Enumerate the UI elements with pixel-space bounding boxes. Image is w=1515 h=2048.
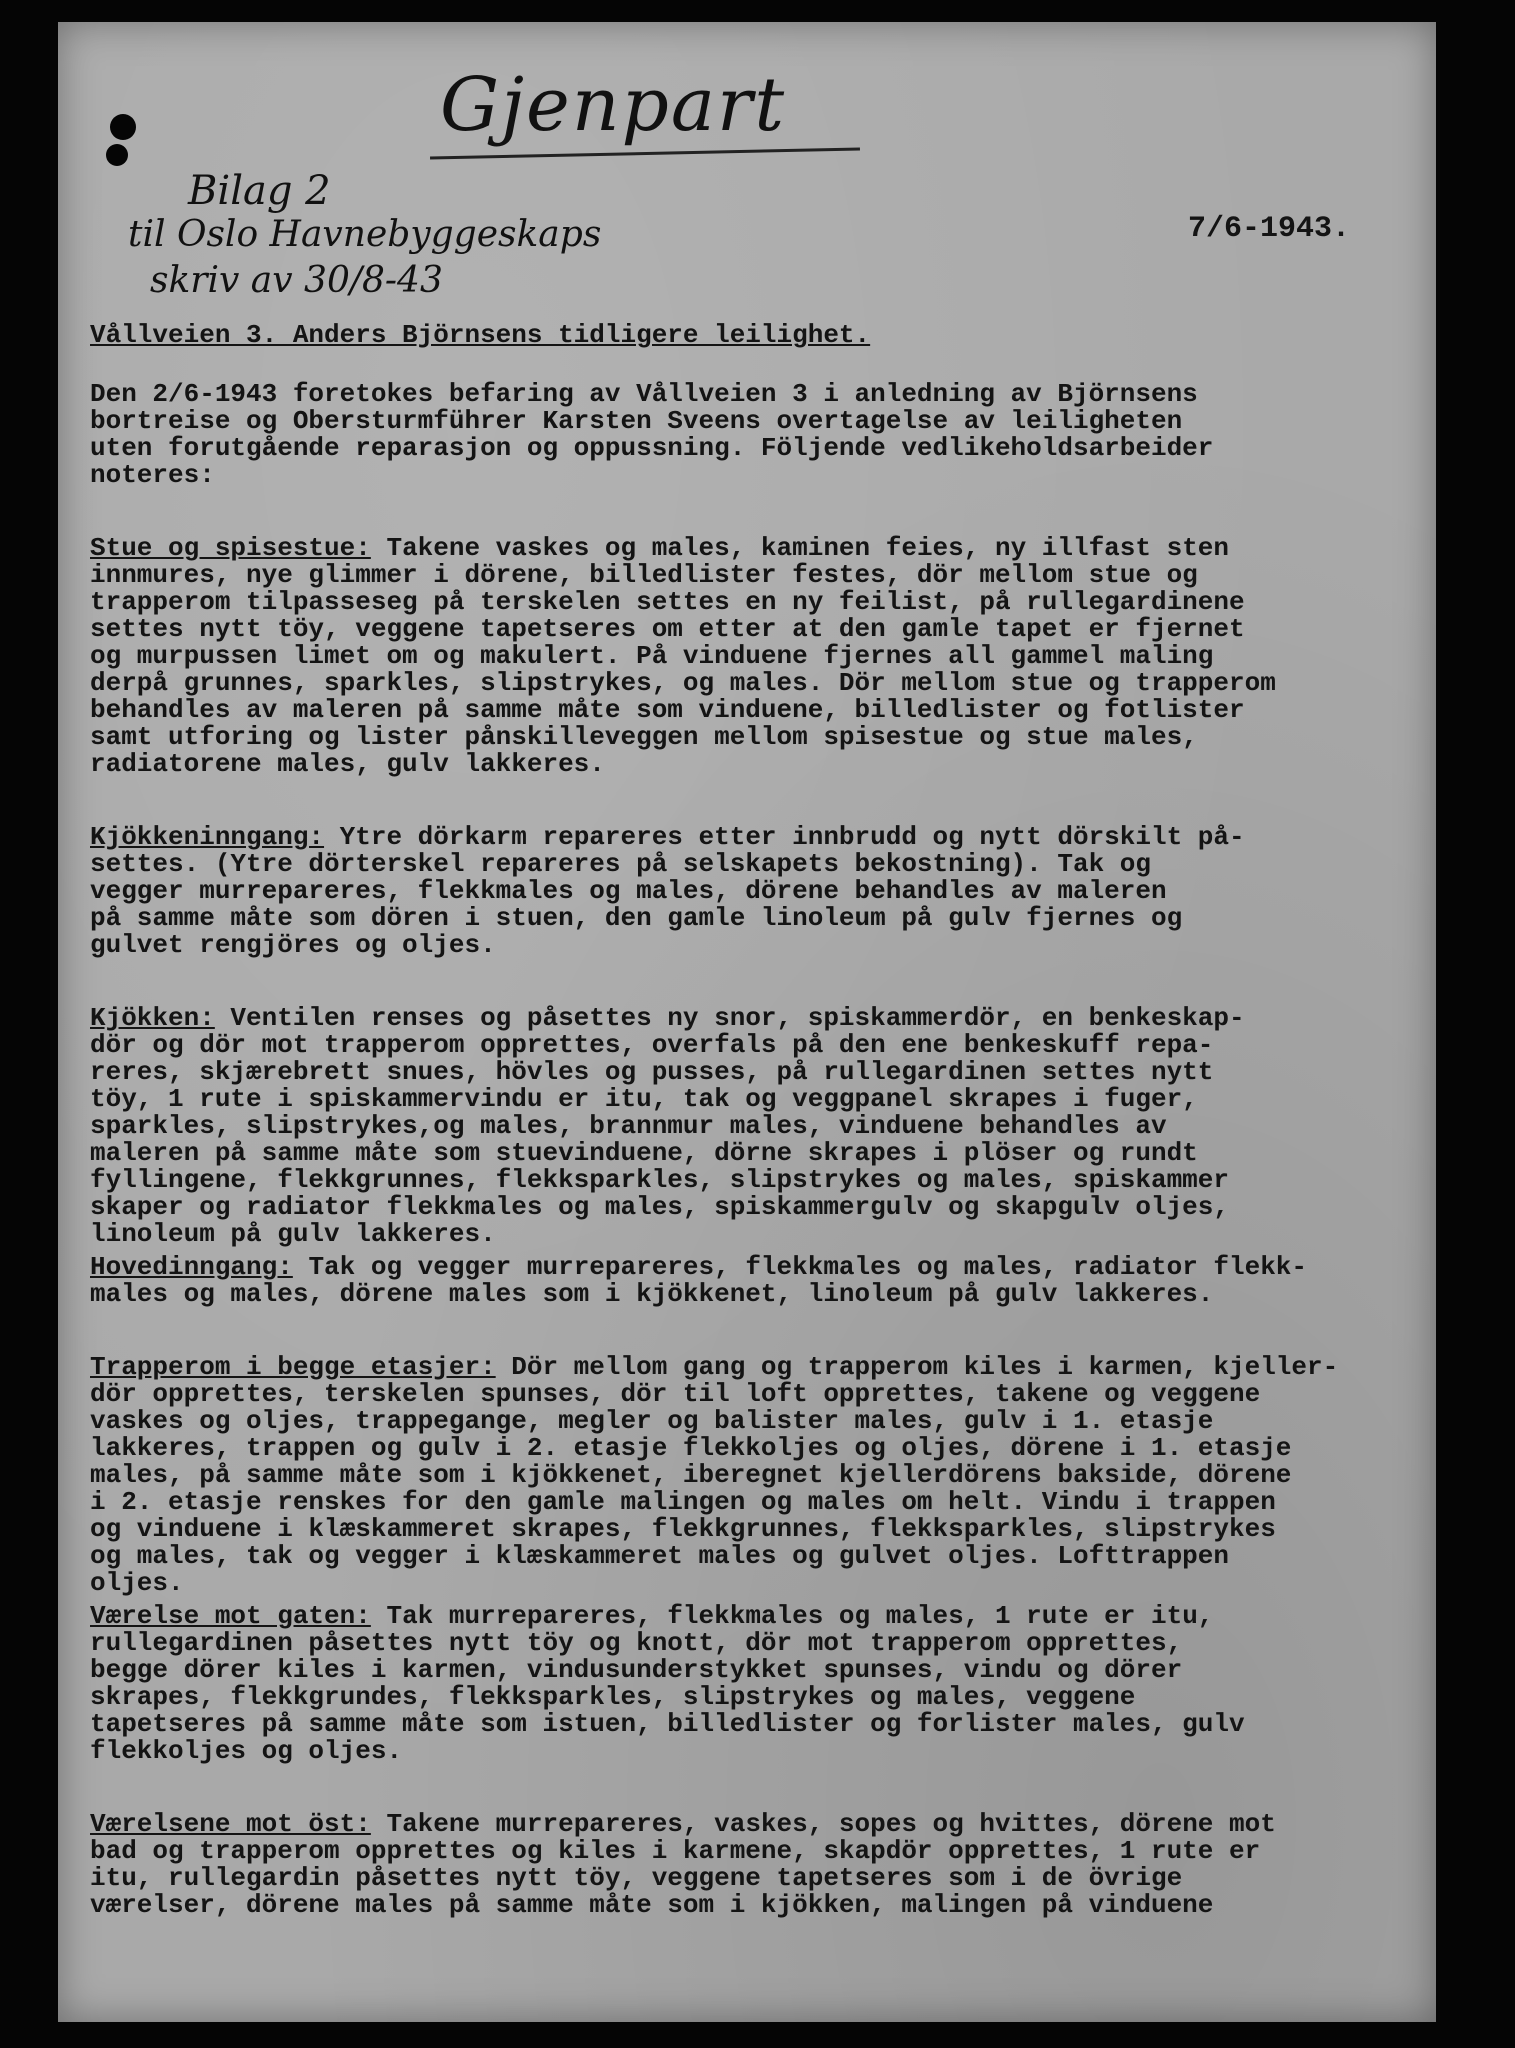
text-line-content: skrapes, flekkgrundes, flekksparkles, slipstrykes og males, veggene bbox=[90, 1682, 1136, 1712]
text-line bbox=[90, 1462, 1400, 1489]
text-line bbox=[90, 824, 1400, 851]
text-line bbox=[90, 1657, 1400, 1684]
text-line bbox=[90, 381, 1400, 408]
text-line-content: og vinduene i klæskammeret skrapes, flekkgrunnes, flekksparkles, slipstrykes bbox=[90, 1514, 1276, 1544]
document-date: 7/6-1943. bbox=[1188, 212, 1351, 246]
text-line-content: derpå grunnes, sparkles, slipstrykes, og males. Dör mellom stue og trapperom bbox=[90, 668, 1276, 698]
text-line bbox=[90, 1167, 1400, 1194]
paragraph bbox=[90, 381, 1400, 489]
text-line bbox=[90, 1811, 1400, 1838]
text-line-content: settes. (Ytre dörterskel repareres på selskapets bekostning). Tak og bbox=[90, 849, 1151, 879]
text-line bbox=[90, 1005, 1400, 1032]
text-line-content: sparkles, slipstrykes,og males, brannmur males, vinduene behandles av bbox=[90, 1111, 1167, 1141]
text-line-content: noteres: bbox=[90, 460, 215, 490]
handwritten-title: Gjenpart bbox=[440, 62, 787, 148]
text-line bbox=[90, 1194, 1400, 1221]
document-body bbox=[90, 322, 1400, 1965]
text-line bbox=[90, 1281, 1400, 1308]
text-line bbox=[90, 435, 1400, 462]
text-line bbox=[90, 1838, 1400, 1865]
text-line-content: vegger murrepareres, flekkmales og males, dörene behandles av maleren bbox=[90, 876, 1167, 906]
text-line bbox=[90, 1381, 1400, 1408]
text-line bbox=[90, 1354, 1400, 1381]
text-line-content: samt utforing og lister pånskilleveggen mellom spisestue og stue males, bbox=[90, 722, 1198, 752]
text-line-content: dör og dör mot trapperom opprettes, overfals på den ene benkeskuff repa- bbox=[90, 1030, 1214, 1060]
text-line-content: innmures, nye glimmer i dörene, billedlister festes, dör mellom stue og bbox=[90, 560, 1198, 590]
section-label: Værelse mot gaten: bbox=[90, 1601, 371, 1631]
text-line bbox=[90, 1221, 1400, 1248]
section-label: Stue og spisestue: bbox=[90, 533, 371, 563]
text-line bbox=[90, 1543, 1400, 1570]
text-line-content: i 2. etasje renskes for den gamle malingen og males om helt. Vindu i trappen bbox=[90, 1487, 1276, 1517]
text-line-content: Takene vaskes og males, kaminen feies, ny illfast sten bbox=[370, 533, 1229, 563]
text-line bbox=[90, 1254, 1400, 1281]
handwritten-annotation-line: til Oslo Havnebyggeskaps bbox=[128, 214, 602, 255]
text-line bbox=[90, 1516, 1400, 1543]
text-line bbox=[90, 1059, 1400, 1086]
handwritten-annotation-line: Bilag 2 bbox=[188, 168, 331, 214]
text-line-content: Den 2/6-1943 foretokes befaring av Vållveien 3 i anledning av Björnsens bbox=[90, 379, 1198, 409]
paragraph bbox=[90, 1005, 1400, 1248]
text-line bbox=[90, 535, 1400, 562]
text-line-content: på samme måte som dören i stuen, den gamle linoleum på gulv fjernes og bbox=[90, 903, 1183, 933]
text-line bbox=[90, 724, 1400, 751]
text-line-content: begge dörer kiles i karmen, vindusunderstykket spunses, vindu og dörer bbox=[90, 1655, 1183, 1685]
paragraph bbox=[90, 1811, 1400, 1919]
text-line-content: itu, rullegardin påsettes nytt töy, veggene tapetseres som i de övrige bbox=[90, 1863, 1183, 1893]
text-line bbox=[90, 1738, 1400, 1765]
text-line-content: værelser, dörene males på samme måte som i kjökken, malingen på vinduene bbox=[90, 1890, 1214, 1920]
text-line bbox=[90, 562, 1400, 589]
text-line-content: oljes. bbox=[90, 1568, 184, 1598]
text-line bbox=[90, 1435, 1400, 1462]
paragraph bbox=[90, 824, 1400, 959]
text-line-content: males, på samme måte som i kjökkenet, iberegnet kjellerdörens bakside, dörene bbox=[90, 1460, 1292, 1490]
document-title: Vållveien 3. Anders Björnsens tidligere leilighet. bbox=[90, 320, 871, 350]
text-line bbox=[90, 751, 1400, 778]
text-line bbox=[90, 408, 1400, 435]
text-line bbox=[90, 1570, 1400, 1597]
paragraph bbox=[90, 1254, 1400, 1308]
text-line bbox=[90, 589, 1400, 616]
section-label: Trapperom i begge etasjer: bbox=[90, 1352, 496, 1382]
paragraph-list bbox=[90, 381, 1400, 1919]
text-line bbox=[90, 1684, 1400, 1711]
text-line bbox=[90, 1892, 1400, 1919]
text-line bbox=[90, 851, 1400, 878]
text-line bbox=[90, 1489, 1400, 1516]
text-line bbox=[90, 697, 1400, 724]
handwritten-annotation-line: skriv av 30/8-43 bbox=[150, 260, 443, 301]
text-line bbox=[90, 1603, 1400, 1630]
text-line bbox=[90, 616, 1400, 643]
text-line bbox=[90, 1086, 1400, 1113]
section-label: Værelsene mot öst: bbox=[90, 1809, 371, 1839]
text-line bbox=[90, 1113, 1400, 1140]
text-line-content: tapetseres på samme måte som istuen, billedlister og forlister males, gulv bbox=[90, 1709, 1245, 1739]
text-line-content: fyllingene, flekkgrunnes, flekksparkles, slipstrykes og males, spiskammer bbox=[90, 1165, 1229, 1195]
paragraph bbox=[90, 535, 1400, 778]
text-line-content: radiatorene males, gulv lakkeres. bbox=[90, 749, 605, 779]
text-line bbox=[90, 878, 1400, 905]
section-label: Kjökken: bbox=[90, 1003, 215, 1033]
text-line-content: maleren på samme måte som stuevinduene, dörne skrapes i plöser og rundt bbox=[90, 1138, 1198, 1168]
text-line bbox=[90, 1140, 1400, 1167]
text-line-content: gulvet rengjöres og oljes. bbox=[90, 930, 496, 960]
text-line-content: Tak murrepareres, flekkmales og males, 1 rute er itu, bbox=[370, 1601, 1214, 1631]
text-line-content: rullegardinen påsettes nytt töy og knott, dör mot trapperom opprettes, bbox=[90, 1628, 1183, 1658]
text-line-content: bortreise og Obersturmführer Karsten Sveens overtagelse av leiligheten bbox=[90, 406, 1183, 436]
text-line bbox=[90, 1032, 1400, 1059]
text-line-content: Ytre dörkarm repareres etter innbrudd og nytt dörskilt på- bbox=[324, 822, 1245, 852]
text-line bbox=[90, 462, 1400, 489]
text-line-content: settes nytt töy, veggene tapetseres om etter at den gamle tapet er fjernet bbox=[90, 614, 1245, 644]
text-line-content: Dör mellom gang og trapperom kiles i karmen, kjeller- bbox=[495, 1352, 1339, 1382]
section-label: Hovedinngang: bbox=[90, 1252, 293, 1282]
punch-hole-middle bbox=[106, 144, 128, 166]
text-line-content: bad og trapperom opprettes og kiles i karmene, skapdör opprettes, 1 rute er bbox=[90, 1836, 1261, 1866]
paragraph bbox=[90, 1354, 1400, 1597]
section-label: Kjökkeninngang: bbox=[90, 822, 325, 852]
text-line-content: Takene murrepareres, vaskes, sopes og hvittes, dörene mot bbox=[370, 1809, 1276, 1839]
text-line-content: behandles av maleren på samme måte som vinduene, billedlister og fotlister bbox=[90, 695, 1245, 725]
text-line-content: skaper og radiator flekkmales og males, spiskammergulv og skapgulv oljes, bbox=[90, 1192, 1229, 1222]
text-line bbox=[90, 1408, 1400, 1435]
text-line-content: Tak og vegger murrepareres, flekkmales og males, radiator flekk- bbox=[292, 1252, 1308, 1282]
text-line-content: og males, tak og vegger i klæskammeret males og gulvet oljes. Lofttrappen bbox=[90, 1541, 1229, 1571]
text-line bbox=[90, 1865, 1400, 1892]
punch-hole-top bbox=[110, 114, 136, 140]
text-line-content: töy, 1 rute i spiskammervindu er itu, tak og veggpanel skrapes i fuger, bbox=[90, 1084, 1198, 1114]
text-line-content: trapperom tilpasseseg på terskelen settes en ny feilist, på rullegardinene bbox=[90, 587, 1245, 617]
paragraph bbox=[90, 1603, 1400, 1765]
text-line-content: uten forutgående reparasjon og oppussning. Följende vedlikeholdsarbeider bbox=[90, 433, 1214, 463]
text-line-content: reres, skjærebrett snues, hövles og pusses, på rullegardinen settes nytt bbox=[90, 1057, 1214, 1087]
text-line-content: og murpussen limet om og makulert. På vinduene fjernes all gammel maling bbox=[90, 641, 1214, 671]
text-line-content: Ventilen renses og påsettes ny snor, spiskammerdör, en benkeskap- bbox=[214, 1003, 1245, 1033]
text-line bbox=[90, 932, 1400, 959]
text-line-content: lakkeres, trappen og gulv i 2. etasje flekkoljes og oljes, dörene i 1. etasje bbox=[90, 1433, 1292, 1463]
text-line-content: vaskes og oljes, trappegange, megler og balister males, gulv i 1. etasje bbox=[90, 1406, 1214, 1436]
text-line-content: dör opprettes, terskelen spunses, dör til loft opprettes, takene og veggene bbox=[90, 1379, 1261, 1409]
text-line bbox=[90, 643, 1400, 670]
text-line bbox=[90, 670, 1400, 697]
text-line bbox=[90, 1711, 1400, 1738]
text-line-content: linoleum på gulv lakkeres. bbox=[90, 1219, 496, 1249]
text-line bbox=[90, 905, 1400, 932]
text-line bbox=[90, 1630, 1400, 1657]
text-line-content: flekkoljes og oljes. bbox=[90, 1736, 403, 1766]
text-line-content: males og males, dörene males som i kjökkenet, linoleum på gulv lakkeres. bbox=[90, 1279, 1214, 1309]
